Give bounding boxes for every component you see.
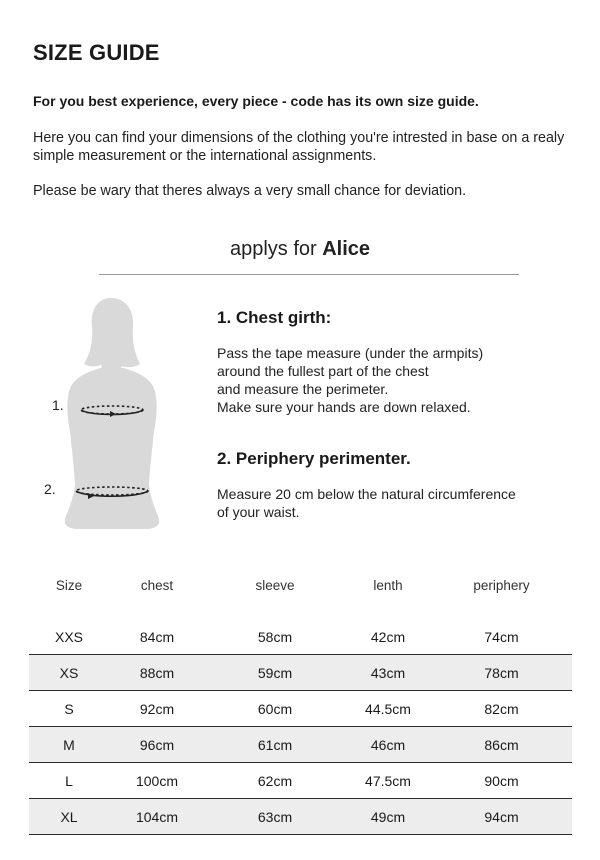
chest-cell: 96cm (139, 736, 175, 753)
table-row (29, 655, 572, 691)
chest-line: Pass the tape measure (under the armpits) (217, 345, 484, 361)
size-cell: L (65, 772, 73, 789)
header-length: lenth (373, 577, 403, 593)
size-cell: XL (60, 808, 78, 825)
chest-marker-label: 1. (52, 397, 64, 413)
intro-paragraph: Here you can find your dimensions of the clothing you're intrested in base on a realy simple measurement or the international assignments. (33, 130, 565, 164)
length-cell: 44.5cm (365, 700, 411, 717)
length-cell: 49cm (370, 808, 406, 825)
length-cell: 47.5cm (365, 772, 411, 789)
periphery-instructions (217, 485, 577, 521)
table-row (29, 763, 572, 799)
length-cell: 42cm (370, 628, 406, 645)
periphery-cell: 82cm (484, 700, 519, 717)
header-sleeve: sleeve (255, 577, 295, 593)
length-cell: 43cm (370, 664, 406, 681)
periphery-cell: 74cm (484, 628, 519, 645)
table-row (29, 799, 572, 835)
chest-cell: 88cm (139, 664, 175, 681)
chest-cell: 104cm (135, 808, 179, 825)
length-cell: 46cm (370, 736, 406, 753)
chest-line: Make sure your hands are down relaxed. (217, 399, 471, 415)
periphery-cell: 90cm (484, 772, 519, 789)
body-silhouette-figure (30, 292, 200, 542)
size-cell: S (64, 700, 74, 717)
chest-girth-title: 1. Chest girth: (217, 308, 332, 327)
header-size: Size (55, 577, 83, 593)
applies-prefix: applys for (229, 238, 323, 260)
product-name: Alice (322, 238, 371, 260)
chest-cell: 92cm (139, 700, 175, 717)
periphery-cell: 94cm (484, 808, 519, 825)
chest-cell: 84cm (139, 628, 175, 645)
size-table (29, 566, 572, 835)
periphery-cell: 86cm (484, 736, 519, 753)
sleeve-cell: 58cm (257, 628, 293, 645)
sleeve-cell: 61cm (257, 736, 293, 753)
applies-heading (0, 238, 600, 261)
chest-cell: 100cm (135, 772, 179, 789)
chest-line: around the fullest part of the chest (217, 363, 429, 379)
body-silhouette-icon (30, 292, 200, 542)
table-header-row (29, 566, 572, 604)
lead-text: For you best experience, every piece - code has its own size guide. (33, 93, 479, 109)
table-row (29, 619, 572, 655)
periphery-marker-label: 2. (44, 481, 56, 497)
deviation-paragraph: Please be wary that theres always a very small chance for deviation. (33, 183, 467, 199)
sleeve-cell: 59cm (257, 664, 293, 681)
periphery-line: Measure 20 cm below the natural circumference (217, 486, 516, 502)
periphery-line: of your waist. (217, 504, 300, 520)
header-chest: chest (140, 577, 174, 593)
table-row (29, 727, 572, 763)
sleeve-cell: 63cm (257, 808, 293, 825)
size-cell: XS (59, 664, 79, 681)
page-title: SIZE GUIDE (33, 40, 160, 65)
size-cell: M (63, 736, 75, 753)
sleeve-cell: 60cm (257, 700, 293, 717)
chest-line: and measure the perimeter. (217, 381, 389, 397)
periphery-title: 2. Periphery perimenter. (217, 449, 411, 468)
table-row (29, 691, 572, 727)
sleeve-cell: 62cm (257, 772, 293, 789)
size-cell: XXS (54, 628, 83, 645)
heading-divider (99, 274, 519, 275)
chest-girth-instructions (217, 344, 577, 416)
header-periphery: periphery (473, 577, 530, 593)
periphery-cell: 78cm (484, 664, 519, 681)
